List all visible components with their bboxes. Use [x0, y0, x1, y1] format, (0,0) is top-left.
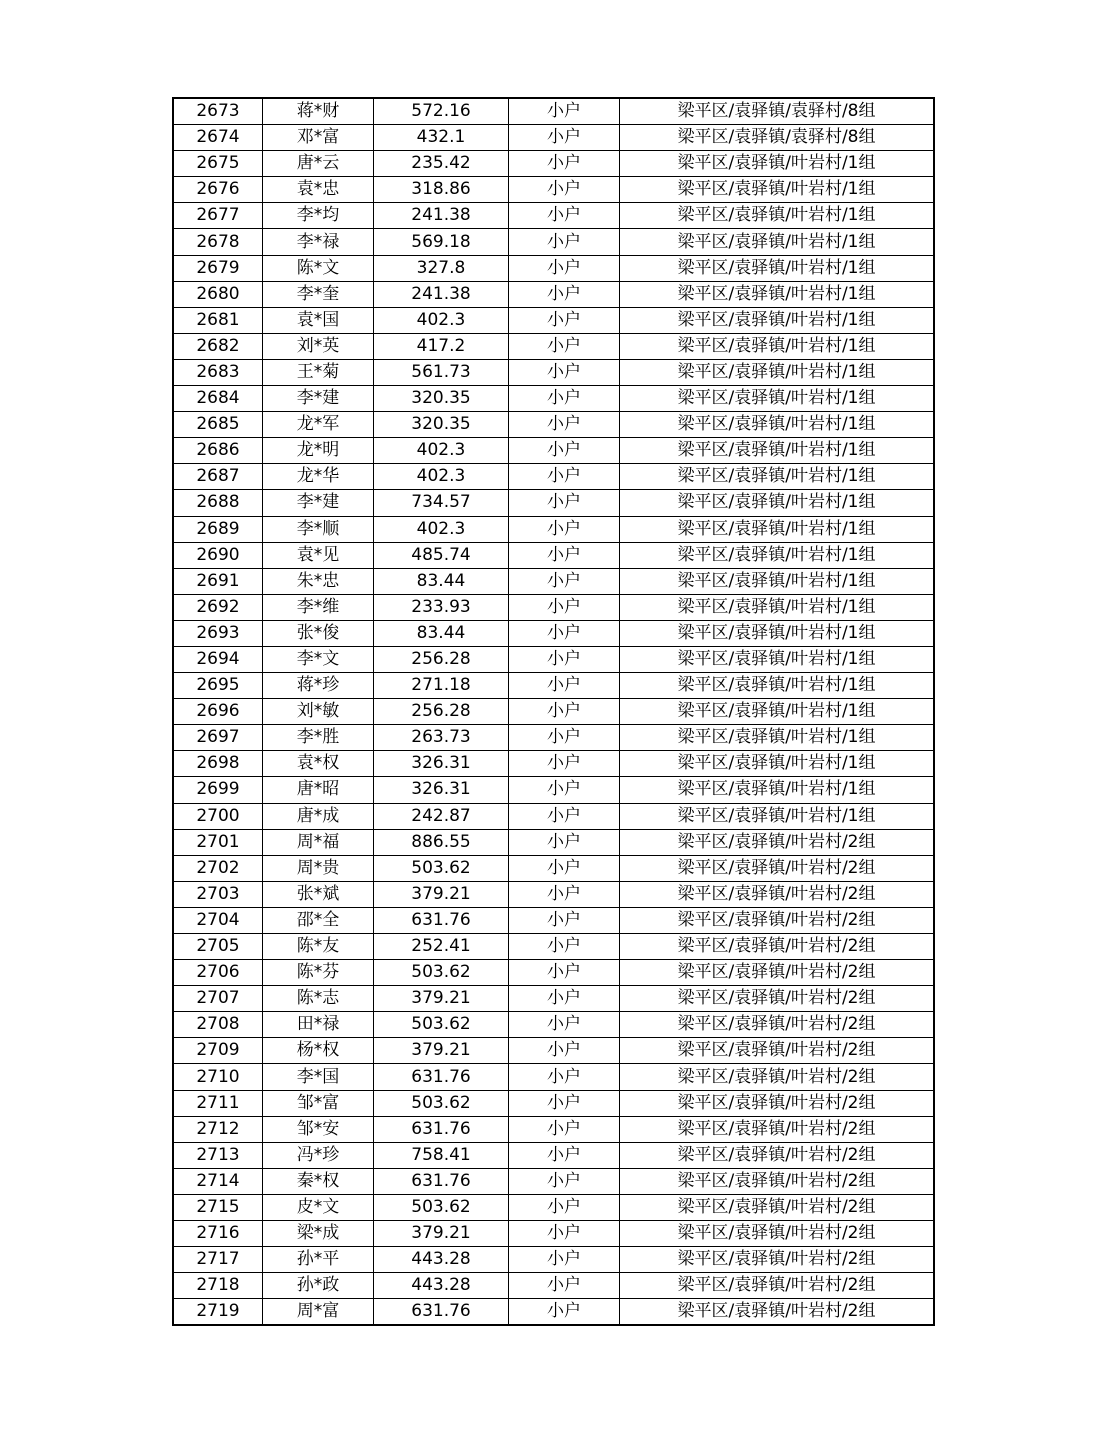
row-type-cell: 小户 — [509, 203, 620, 229]
row-id-cell: 2694 — [173, 646, 263, 672]
row-amount-cell: 233.93 — [374, 594, 509, 620]
row-type-cell: 小户 — [509, 907, 620, 933]
table-row — [173, 1273, 934, 1299]
row-type-cell: 小户 — [509, 151, 620, 177]
row-name-cell: 李*禄 — [263, 229, 374, 255]
data-table — [172, 97, 935, 1326]
row-type-cell: 小户 — [509, 98, 620, 125]
table-row — [173, 177, 934, 203]
row-type-cell: 小户 — [509, 673, 620, 699]
row-id-cell: 2677 — [173, 203, 263, 229]
row-name-cell: 张*俊 — [263, 620, 374, 646]
row-amount-cell: 241.38 — [374, 203, 509, 229]
row-id-cell: 2684 — [173, 386, 263, 412]
row-type-cell: 小户 — [509, 620, 620, 646]
row-id-cell: 2709 — [173, 1038, 263, 1064]
row-id-cell: 2706 — [173, 960, 263, 986]
row-id-cell: 2701 — [173, 829, 263, 855]
row-amount-cell: 485.74 — [374, 542, 509, 568]
row-id-cell: 2708 — [173, 1012, 263, 1038]
row-location-cell: 梁平区/袁驿镇/叶岩村/1组 — [620, 333, 935, 359]
row-id-cell: 2683 — [173, 359, 263, 385]
row-type-cell: 小户 — [509, 542, 620, 568]
row-type-cell: 小户 — [509, 1168, 620, 1194]
row-name-cell: 蒋*珍 — [263, 673, 374, 699]
table-row — [173, 1116, 934, 1142]
row-type-cell: 小户 — [509, 1038, 620, 1064]
row-amount-cell: 242.87 — [374, 803, 509, 829]
row-name-cell: 张*斌 — [263, 881, 374, 907]
table-row — [173, 516, 934, 542]
row-location-cell: 梁平区/袁驿镇/叶岩村/2组 — [620, 881, 935, 907]
row-amount-cell: 417.2 — [374, 333, 509, 359]
row-name-cell: 李*维 — [263, 594, 374, 620]
table-row — [173, 307, 934, 333]
table-body — [173, 98, 934, 1325]
row-type-cell: 小户 — [509, 594, 620, 620]
row-amount-cell: 432.1 — [374, 125, 509, 151]
row-location-cell: 梁平区/袁驿镇/叶岩村/1组 — [620, 568, 935, 594]
row-location-cell: 梁平区/袁驿镇/叶岩村/2组 — [620, 855, 935, 881]
row-location-cell: 梁平区/袁驿镇/叶岩村/2组 — [620, 907, 935, 933]
row-amount-cell: 83.44 — [374, 620, 509, 646]
row-name-cell: 陈*文 — [263, 255, 374, 281]
table-row — [173, 1090, 934, 1116]
row-amount-cell: 327.8 — [374, 255, 509, 281]
row-type-cell: 小户 — [509, 881, 620, 907]
row-location-cell: 梁平区/袁驿镇/叶岩村/1组 — [620, 751, 935, 777]
table-row — [173, 907, 934, 933]
row-id-cell: 2676 — [173, 177, 263, 203]
row-name-cell: 皮*文 — [263, 1194, 374, 1220]
row-name-cell: 邓*富 — [263, 125, 374, 151]
row-amount-cell: 379.21 — [374, 986, 509, 1012]
row-amount-cell: 631.76 — [374, 1168, 509, 1194]
row-type-cell: 小户 — [509, 177, 620, 203]
row-id-cell: 2674 — [173, 125, 263, 151]
row-id-cell: 2688 — [173, 490, 263, 516]
row-type-cell: 小户 — [509, 1221, 620, 1247]
row-amount-cell: 569.18 — [374, 229, 509, 255]
row-id-cell: 2713 — [173, 1142, 263, 1168]
table-row — [173, 1299, 934, 1326]
row-location-cell: 梁平区/袁驿镇/叶岩村/1组 — [620, 255, 935, 281]
row-type-cell: 小户 — [509, 646, 620, 672]
row-amount-cell: 379.21 — [374, 1221, 509, 1247]
table-row — [173, 646, 934, 672]
row-type-cell: 小户 — [509, 751, 620, 777]
row-type-cell: 小户 — [509, 1194, 620, 1220]
row-location-cell: 梁平区/袁驿镇/叶岩村/1组 — [620, 151, 935, 177]
row-name-cell: 陈*友 — [263, 934, 374, 960]
row-location-cell: 梁平区/袁驿镇/叶岩村/2组 — [620, 1142, 935, 1168]
row-name-cell: 袁*见 — [263, 542, 374, 568]
row-id-cell: 2686 — [173, 438, 263, 464]
row-amount-cell: 443.28 — [374, 1247, 509, 1273]
row-amount-cell: 503.62 — [374, 855, 509, 881]
row-type-cell: 小户 — [509, 1012, 620, 1038]
row-amount-cell: 402.3 — [374, 464, 509, 490]
row-amount-cell: 631.76 — [374, 1299, 509, 1326]
row-location-cell: 梁平区/袁驿镇/叶岩村/2组 — [620, 1090, 935, 1116]
row-name-cell: 袁*国 — [263, 307, 374, 333]
table-row — [173, 829, 934, 855]
table-row — [173, 151, 934, 177]
row-type-cell: 小户 — [509, 934, 620, 960]
row-name-cell: 李*国 — [263, 1064, 374, 1090]
row-name-cell: 唐*成 — [263, 803, 374, 829]
row-name-cell: 李*胜 — [263, 725, 374, 751]
row-location-cell: 梁平区/袁驿镇/叶岩村/2组 — [620, 1247, 935, 1273]
row-id-cell: 2710 — [173, 1064, 263, 1090]
table-row — [173, 1247, 934, 1273]
row-id-cell: 2681 — [173, 307, 263, 333]
row-type-cell: 小户 — [509, 412, 620, 438]
row-location-cell: 梁平区/袁驿镇/叶岩村/1组 — [620, 646, 935, 672]
row-name-cell: 王*菊 — [263, 359, 374, 385]
row-amount-cell: 503.62 — [374, 960, 509, 986]
row-type-cell: 小户 — [509, 986, 620, 1012]
table-row — [173, 203, 934, 229]
row-type-cell: 小户 — [509, 699, 620, 725]
row-type-cell: 小户 — [509, 333, 620, 359]
row-amount-cell: 631.76 — [374, 907, 509, 933]
row-id-cell: 2692 — [173, 594, 263, 620]
table-row — [173, 490, 934, 516]
row-id-cell: 2691 — [173, 568, 263, 594]
table-row — [173, 986, 934, 1012]
row-name-cell: 龙*华 — [263, 464, 374, 490]
table-row — [173, 594, 934, 620]
row-id-cell: 2702 — [173, 855, 263, 881]
row-type-cell: 小户 — [509, 229, 620, 255]
row-amount-cell: 318.86 — [374, 177, 509, 203]
row-amount-cell: 326.31 — [374, 777, 509, 803]
table-row — [173, 255, 934, 281]
row-location-cell: 梁平区/袁驿镇/叶岩村/1组 — [620, 542, 935, 568]
row-name-cell: 李*建 — [263, 386, 374, 412]
row-amount-cell: 734.57 — [374, 490, 509, 516]
row-id-cell: 2703 — [173, 881, 263, 907]
row-location-cell: 梁平区/袁驿镇/叶岩村/1组 — [620, 803, 935, 829]
row-name-cell: 袁*权 — [263, 751, 374, 777]
row-type-cell: 小户 — [509, 1064, 620, 1090]
row-type-cell: 小户 — [509, 125, 620, 151]
row-name-cell: 孙*政 — [263, 1273, 374, 1299]
row-amount-cell: 503.62 — [374, 1194, 509, 1220]
row-amount-cell: 561.73 — [374, 359, 509, 385]
row-type-cell: 小户 — [509, 255, 620, 281]
row-amount-cell: 886.55 — [374, 829, 509, 855]
row-type-cell: 小户 — [509, 725, 620, 751]
row-location-cell: 梁平区/袁驿镇/叶岩村/1组 — [620, 673, 935, 699]
row-name-cell: 秦*权 — [263, 1168, 374, 1194]
row-type-cell: 小户 — [509, 464, 620, 490]
row-location-cell: 梁平区/袁驿镇/袁驿村/8组 — [620, 125, 935, 151]
row-amount-cell: 235.42 — [374, 151, 509, 177]
row-name-cell: 龙*军 — [263, 412, 374, 438]
row-amount-cell: 256.28 — [374, 646, 509, 672]
table-row — [173, 620, 934, 646]
row-id-cell: 2682 — [173, 333, 263, 359]
row-location-cell: 梁平区/袁驿镇/叶岩村/2组 — [620, 1194, 935, 1220]
row-id-cell: 2690 — [173, 542, 263, 568]
row-location-cell: 梁平区/袁驿镇/叶岩村/2组 — [620, 1273, 935, 1299]
row-location-cell: 梁平区/袁驿镇/叶岩村/2组 — [620, 1168, 935, 1194]
row-name-cell: 陈*芬 — [263, 960, 374, 986]
row-name-cell: 田*禄 — [263, 1012, 374, 1038]
row-amount-cell: 241.38 — [374, 281, 509, 307]
row-id-cell: 2680 — [173, 281, 263, 307]
row-type-cell: 小户 — [509, 829, 620, 855]
row-id-cell: 2678 — [173, 229, 263, 255]
row-location-cell: 梁平区/袁驿镇/叶岩村/1组 — [620, 412, 935, 438]
row-amount-cell: 256.28 — [374, 699, 509, 725]
row-type-cell: 小户 — [509, 490, 620, 516]
row-location-cell: 梁平区/袁驿镇/叶岩村/1组 — [620, 281, 935, 307]
row-id-cell: 2698 — [173, 751, 263, 777]
table-row — [173, 934, 934, 960]
row-id-cell: 2689 — [173, 516, 263, 542]
row-type-cell: 小户 — [509, 1299, 620, 1326]
row-amount-cell: 631.76 — [374, 1064, 509, 1090]
row-id-cell: 2697 — [173, 725, 263, 751]
row-name-cell: 李*顺 — [263, 516, 374, 542]
row-id-cell: 2714 — [173, 1168, 263, 1194]
table-row — [173, 673, 934, 699]
table-row — [173, 359, 934, 385]
row-id-cell: 2696 — [173, 699, 263, 725]
row-amount-cell: 271.18 — [374, 673, 509, 699]
row-type-cell: 小户 — [509, 960, 620, 986]
row-type-cell: 小户 — [509, 386, 620, 412]
row-id-cell: 2705 — [173, 934, 263, 960]
row-amount-cell: 326.31 — [374, 751, 509, 777]
row-location-cell: 梁平区/袁驿镇/叶岩村/2组 — [620, 829, 935, 855]
row-amount-cell: 443.28 — [374, 1273, 509, 1299]
row-id-cell: 2718 — [173, 1273, 263, 1299]
row-location-cell: 梁平区/袁驿镇/叶岩村/1组 — [620, 438, 935, 464]
table-row — [173, 464, 934, 490]
row-location-cell: 梁平区/袁驿镇/叶岩村/2组 — [620, 1221, 935, 1247]
row-id-cell: 2675 — [173, 151, 263, 177]
row-name-cell: 刘*敏 — [263, 699, 374, 725]
row-type-cell: 小户 — [509, 281, 620, 307]
row-location-cell: 梁平区/袁驿镇/袁驿村/8组 — [620, 98, 935, 125]
row-location-cell: 梁平区/袁驿镇/叶岩村/2组 — [620, 1038, 935, 1064]
row-amount-cell: 379.21 — [374, 881, 509, 907]
row-name-cell: 杨*权 — [263, 1038, 374, 1064]
table-row — [173, 229, 934, 255]
row-location-cell: 梁平区/袁驿镇/叶岩村/2组 — [620, 1299, 935, 1326]
row-type-cell: 小户 — [509, 777, 620, 803]
table-row — [173, 386, 934, 412]
row-name-cell: 刘*英 — [263, 333, 374, 359]
row-name-cell: 李*均 — [263, 203, 374, 229]
row-type-cell: 小户 — [509, 1273, 620, 1299]
row-amount-cell: 379.21 — [374, 1038, 509, 1064]
row-location-cell: 梁平区/袁驿镇/叶岩村/1组 — [620, 699, 935, 725]
row-type-cell: 小户 — [509, 568, 620, 594]
row-amount-cell: 402.3 — [374, 307, 509, 333]
table-row — [173, 1221, 934, 1247]
table-row — [173, 777, 934, 803]
table-row — [173, 881, 934, 907]
row-id-cell: 2695 — [173, 673, 263, 699]
row-amount-cell: 83.44 — [374, 568, 509, 594]
row-amount-cell: 402.3 — [374, 516, 509, 542]
row-type-cell: 小户 — [509, 803, 620, 829]
row-location-cell: 梁平区/袁驿镇/叶岩村/1组 — [620, 725, 935, 751]
row-type-cell: 小户 — [509, 359, 620, 385]
table-row — [173, 412, 934, 438]
row-amount-cell: 252.41 — [374, 934, 509, 960]
row-location-cell: 梁平区/袁驿镇/叶岩村/1组 — [620, 229, 935, 255]
table-row — [173, 98, 934, 125]
table-row — [173, 1012, 934, 1038]
row-type-cell: 小户 — [509, 1142, 620, 1168]
row-amount-cell: 320.35 — [374, 386, 509, 412]
table-row — [173, 542, 934, 568]
table-row — [173, 699, 934, 725]
row-id-cell: 2687 — [173, 464, 263, 490]
row-type-cell: 小户 — [509, 1116, 620, 1142]
row-name-cell: 邹*富 — [263, 1090, 374, 1116]
row-type-cell: 小户 — [509, 438, 620, 464]
row-amount-cell: 503.62 — [374, 1012, 509, 1038]
row-location-cell: 梁平区/袁驿镇/叶岩村/1组 — [620, 307, 935, 333]
row-location-cell: 梁平区/袁驿镇/叶岩村/1组 — [620, 177, 935, 203]
row-location-cell: 梁平区/袁驿镇/叶岩村/2组 — [620, 1012, 935, 1038]
row-amount-cell: 631.76 — [374, 1116, 509, 1142]
row-name-cell: 周*福 — [263, 829, 374, 855]
table-row — [173, 1064, 934, 1090]
table-row — [173, 1168, 934, 1194]
row-location-cell: 梁平区/袁驿镇/叶岩村/2组 — [620, 986, 935, 1012]
row-id-cell: 2707 — [173, 986, 263, 1012]
row-type-cell: 小户 — [509, 1247, 620, 1273]
row-location-cell: 梁平区/袁驿镇/叶岩村/1组 — [620, 359, 935, 385]
row-name-cell: 邹*安 — [263, 1116, 374, 1142]
row-amount-cell: 503.62 — [374, 1090, 509, 1116]
table-row — [173, 1038, 934, 1064]
table-row — [173, 568, 934, 594]
row-name-cell: 周*富 — [263, 1299, 374, 1326]
table-row — [173, 751, 934, 777]
row-id-cell: 2716 — [173, 1221, 263, 1247]
row-id-cell: 2699 — [173, 777, 263, 803]
row-name-cell: 孙*平 — [263, 1247, 374, 1273]
row-name-cell: 李*奎 — [263, 281, 374, 307]
row-location-cell: 梁平区/袁驿镇/叶岩村/1组 — [620, 777, 935, 803]
row-amount-cell: 320.35 — [374, 412, 509, 438]
row-name-cell: 陈*志 — [263, 986, 374, 1012]
row-location-cell: 梁平区/袁驿镇/叶岩村/2组 — [620, 934, 935, 960]
row-id-cell: 2685 — [173, 412, 263, 438]
row-name-cell: 蒋*财 — [263, 98, 374, 125]
row-type-cell: 小户 — [509, 516, 620, 542]
row-name-cell: 唐*昭 — [263, 777, 374, 803]
row-id-cell: 2717 — [173, 1247, 263, 1273]
table-row — [173, 1142, 934, 1168]
row-id-cell: 2679 — [173, 255, 263, 281]
row-name-cell: 唐*云 — [263, 151, 374, 177]
row-amount-cell: 758.41 — [374, 1142, 509, 1168]
row-location-cell: 梁平区/袁驿镇/叶岩村/1组 — [620, 386, 935, 412]
table-row — [173, 1194, 934, 1220]
row-type-cell: 小户 — [509, 307, 620, 333]
row-amount-cell: 402.3 — [374, 438, 509, 464]
row-name-cell: 邵*全 — [263, 907, 374, 933]
row-id-cell: 2704 — [173, 907, 263, 933]
row-id-cell: 2711 — [173, 1090, 263, 1116]
row-id-cell: 2673 — [173, 98, 263, 125]
table-row — [173, 960, 934, 986]
row-location-cell: 梁平区/袁驿镇/叶岩村/1组 — [620, 620, 935, 646]
row-type-cell: 小户 — [509, 855, 620, 881]
row-id-cell: 2715 — [173, 1194, 263, 1220]
table-row — [173, 438, 934, 464]
row-name-cell: 冯*珍 — [263, 1142, 374, 1168]
row-name-cell: 周*贵 — [263, 855, 374, 881]
row-type-cell: 小户 — [509, 1090, 620, 1116]
row-name-cell: 李*建 — [263, 490, 374, 516]
row-id-cell: 2719 — [173, 1299, 263, 1326]
row-id-cell: 2700 — [173, 803, 263, 829]
row-id-cell: 2693 — [173, 620, 263, 646]
row-name-cell: 梁*成 — [263, 1221, 374, 1247]
row-location-cell: 梁平区/袁驿镇/叶岩村/1组 — [620, 594, 935, 620]
row-amount-cell: 572.16 — [374, 98, 509, 125]
row-location-cell: 梁平区/袁驿镇/叶岩村/2组 — [620, 960, 935, 986]
row-location-cell: 梁平区/袁驿镇/叶岩村/1组 — [620, 464, 935, 490]
table-row — [173, 803, 934, 829]
row-amount-cell: 263.73 — [374, 725, 509, 751]
row-name-cell: 李*文 — [263, 646, 374, 672]
row-location-cell: 梁平区/袁驿镇/叶岩村/1组 — [620, 203, 935, 229]
row-name-cell: 朱*忠 — [263, 568, 374, 594]
row-location-cell: 梁平区/袁驿镇/叶岩村/2组 — [620, 1064, 935, 1090]
table-row — [173, 125, 934, 151]
table-row — [173, 333, 934, 359]
table-row — [173, 281, 934, 307]
row-location-cell: 梁平区/袁驿镇/叶岩村/1组 — [620, 516, 935, 542]
row-id-cell: 2712 — [173, 1116, 263, 1142]
row-name-cell: 袁*忠 — [263, 177, 374, 203]
table-row — [173, 725, 934, 751]
table-row — [173, 855, 934, 881]
row-location-cell: 梁平区/袁驿镇/叶岩村/1组 — [620, 490, 935, 516]
row-name-cell: 龙*明 — [263, 438, 374, 464]
row-location-cell: 梁平区/袁驿镇/叶岩村/2组 — [620, 1116, 935, 1142]
